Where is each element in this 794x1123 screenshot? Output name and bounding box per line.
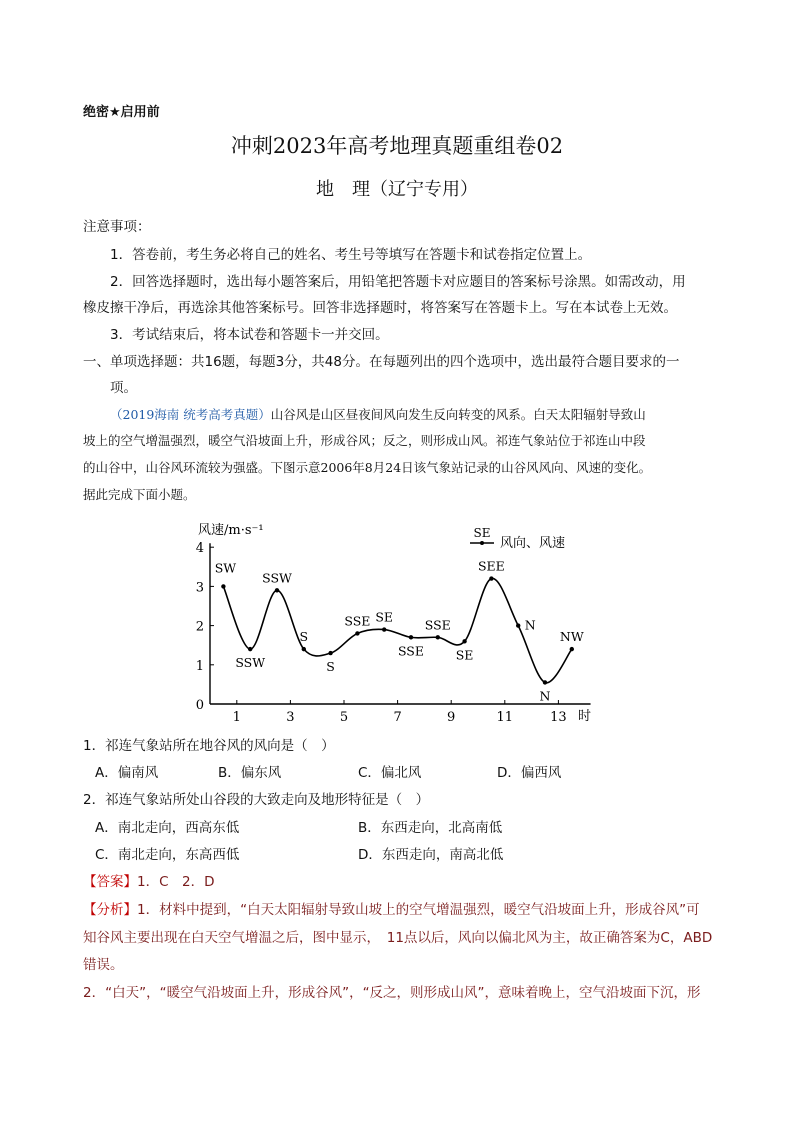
direction-label: N [524,617,536,633]
data-point [516,623,520,627]
notes-item-2a: 2．回答选择题时，选出每小题答案后，用铅笔把答题卡对应题目的答案标号涂黑。如需改动，用 [110,274,686,290]
direction-label: SSW [262,570,292,586]
question-2-stem: 2．祁连气象站所处山谷段的大致走向及地形特征是（ ） [83,792,430,808]
data-point [382,627,386,631]
y-tick-label: 4 [195,541,204,557]
data-point [275,588,279,592]
x-tick-label: 3 [286,710,295,725]
direction-label: SW [214,560,237,576]
data-point [462,639,466,643]
notes-heading: 注意事项： [83,219,151,235]
x-tick-label: 5 [339,710,349,725]
analysis-tag: 【分析】 [83,902,137,918]
x-tick-label: 11 [496,710,514,725]
direction-label: SE [455,647,474,663]
direction-label: S [326,659,335,675]
y-tick-label: 0 [195,698,204,713]
passage-source: （2019海南 统考高考真题） [110,407,271,422]
question-1-stem: 1．祁连气象站所在地谷风的风向是（ ） [83,738,335,754]
analysis-line-4: 2．“白天”，“暖空气沿坡面上升，形成谷风”，“反之，则形成山风”，意味着晚上，空气沿坡面下沉，形 [83,985,701,1001]
question-2-option-c: C．南北走向，东高西低 [95,847,240,863]
question-1-option-b: B．偏东风 [218,765,282,781]
question-2-option-d: D．东西走向，南高北低 [358,847,504,863]
y-axis-label: 风速/m·s⁻¹ [198,523,264,538]
question-1-option-c: C．偏北风 [358,765,422,781]
passage-line-2: 坡上的空气增温强烈，暖空气沿坡面上升，形成谷风；反之，则形成山风。祁连气象站位于祁连山中段 [83,433,646,448]
data-point [248,647,252,651]
y-tick-label: 2 [195,619,204,635]
confidential-label: 绝密★启用前 [83,105,160,120]
direction-label: SEE [477,558,505,574]
answer-text: 1．C 2．D [137,874,215,890]
data-point [436,635,440,639]
legend-marker [480,541,484,545]
x-axis-label: 时 [578,709,592,724]
data-point [221,584,225,588]
legend-label: 风向、风速 [500,536,566,551]
data-point [570,647,574,651]
page-subtitle: 地 理（辽宁专用） [316,179,478,200]
passage-line-3: 的山谷中，山谷风环流较为强盛。下图示意2006年8月24日该气象站记录的山谷风风向、风速的变化。 [83,460,652,475]
legend-sample: SE [473,526,491,540]
data-point [355,631,359,635]
direction-label: SSE [397,643,425,659]
page-title: 冲刺2023年高考地理真题重组卷02 [230,134,564,158]
section-heading-line1: 一、单项选择题：共16题，每题3分，共48分。在每题列出的四个选项中，选出最符合题目要求的一 [83,354,680,370]
x-tick-label: 7 [393,710,402,725]
analysis-line-3: 错误。 [83,957,124,973]
x-tick-label: 1 [232,710,241,725]
x-tick-label: 9 [447,710,456,725]
direction-label: SSW [235,655,266,671]
passage-line-1 [110,406,646,424]
data-point [409,635,413,639]
y-tick-label: 1 [195,658,204,674]
chart-direction-labels [215,559,584,704]
direction-label: N [539,688,551,704]
notes-item-1: 1．答卷前，考生务必将自己的姓名、考生号等填写在答题卡和试卷指定位置上。 [110,247,592,263]
direction-label: NW [559,629,584,645]
analysis-line-1 [83,901,700,919]
data-point [328,651,332,655]
passage-line-1-text: 山谷风是山区昼夜间风向发生反向转变的风系。白天太阳辐射导致山 [270,407,646,422]
wind-chart [190,515,610,730]
wind-speed-curve [223,578,571,682]
chart-legend [470,526,565,551]
data-point [543,680,547,684]
y-tick-label: 3 [195,580,204,596]
answer-tag: 【答案】 [83,874,137,890]
direction-label: S [299,629,309,645]
question-1-option-d: D．偏西风 [497,765,562,781]
question-2-option-a: A．南北走向，西高东低 [95,820,240,836]
x-tick-label: 13 [550,710,567,725]
question-1-option-a: A．偏南风 [95,765,159,781]
direction-label: SSE [424,617,451,633]
direction-label: SE [375,609,394,625]
analysis-line-1-text: 1．材料中提到，“白天太阳辐射导致山坡上的空气增温强烈，暖空气沿坡面上升，形成谷风”可 [137,902,700,918]
notes-item-2b: 橡皮擦干净后，再选涂其他答案标号。回答非选择题时，将答案写在答题卡上。写在本试卷上无效。 [83,300,677,316]
chart-ticks [196,541,567,725]
passage-line-4: 据此完成下面小题。 [83,487,196,502]
question-2-option-b: B．东西走向，北高南低 [358,820,503,836]
analysis-line-2: 知谷风主要出现在白天空气增温之后，图中显示， 11点以后，风向以偏北风为主，故正确答案为C，ABD [83,930,713,946]
answer-line [83,873,215,891]
data-point [489,576,493,580]
data-point [302,647,306,651]
direction-label: SSE [344,613,371,629]
section-heading-line2: 项。 [110,380,137,396]
notes-item-3: 3．考试结束后，将本试卷和答题卡一并交回。 [110,327,389,343]
